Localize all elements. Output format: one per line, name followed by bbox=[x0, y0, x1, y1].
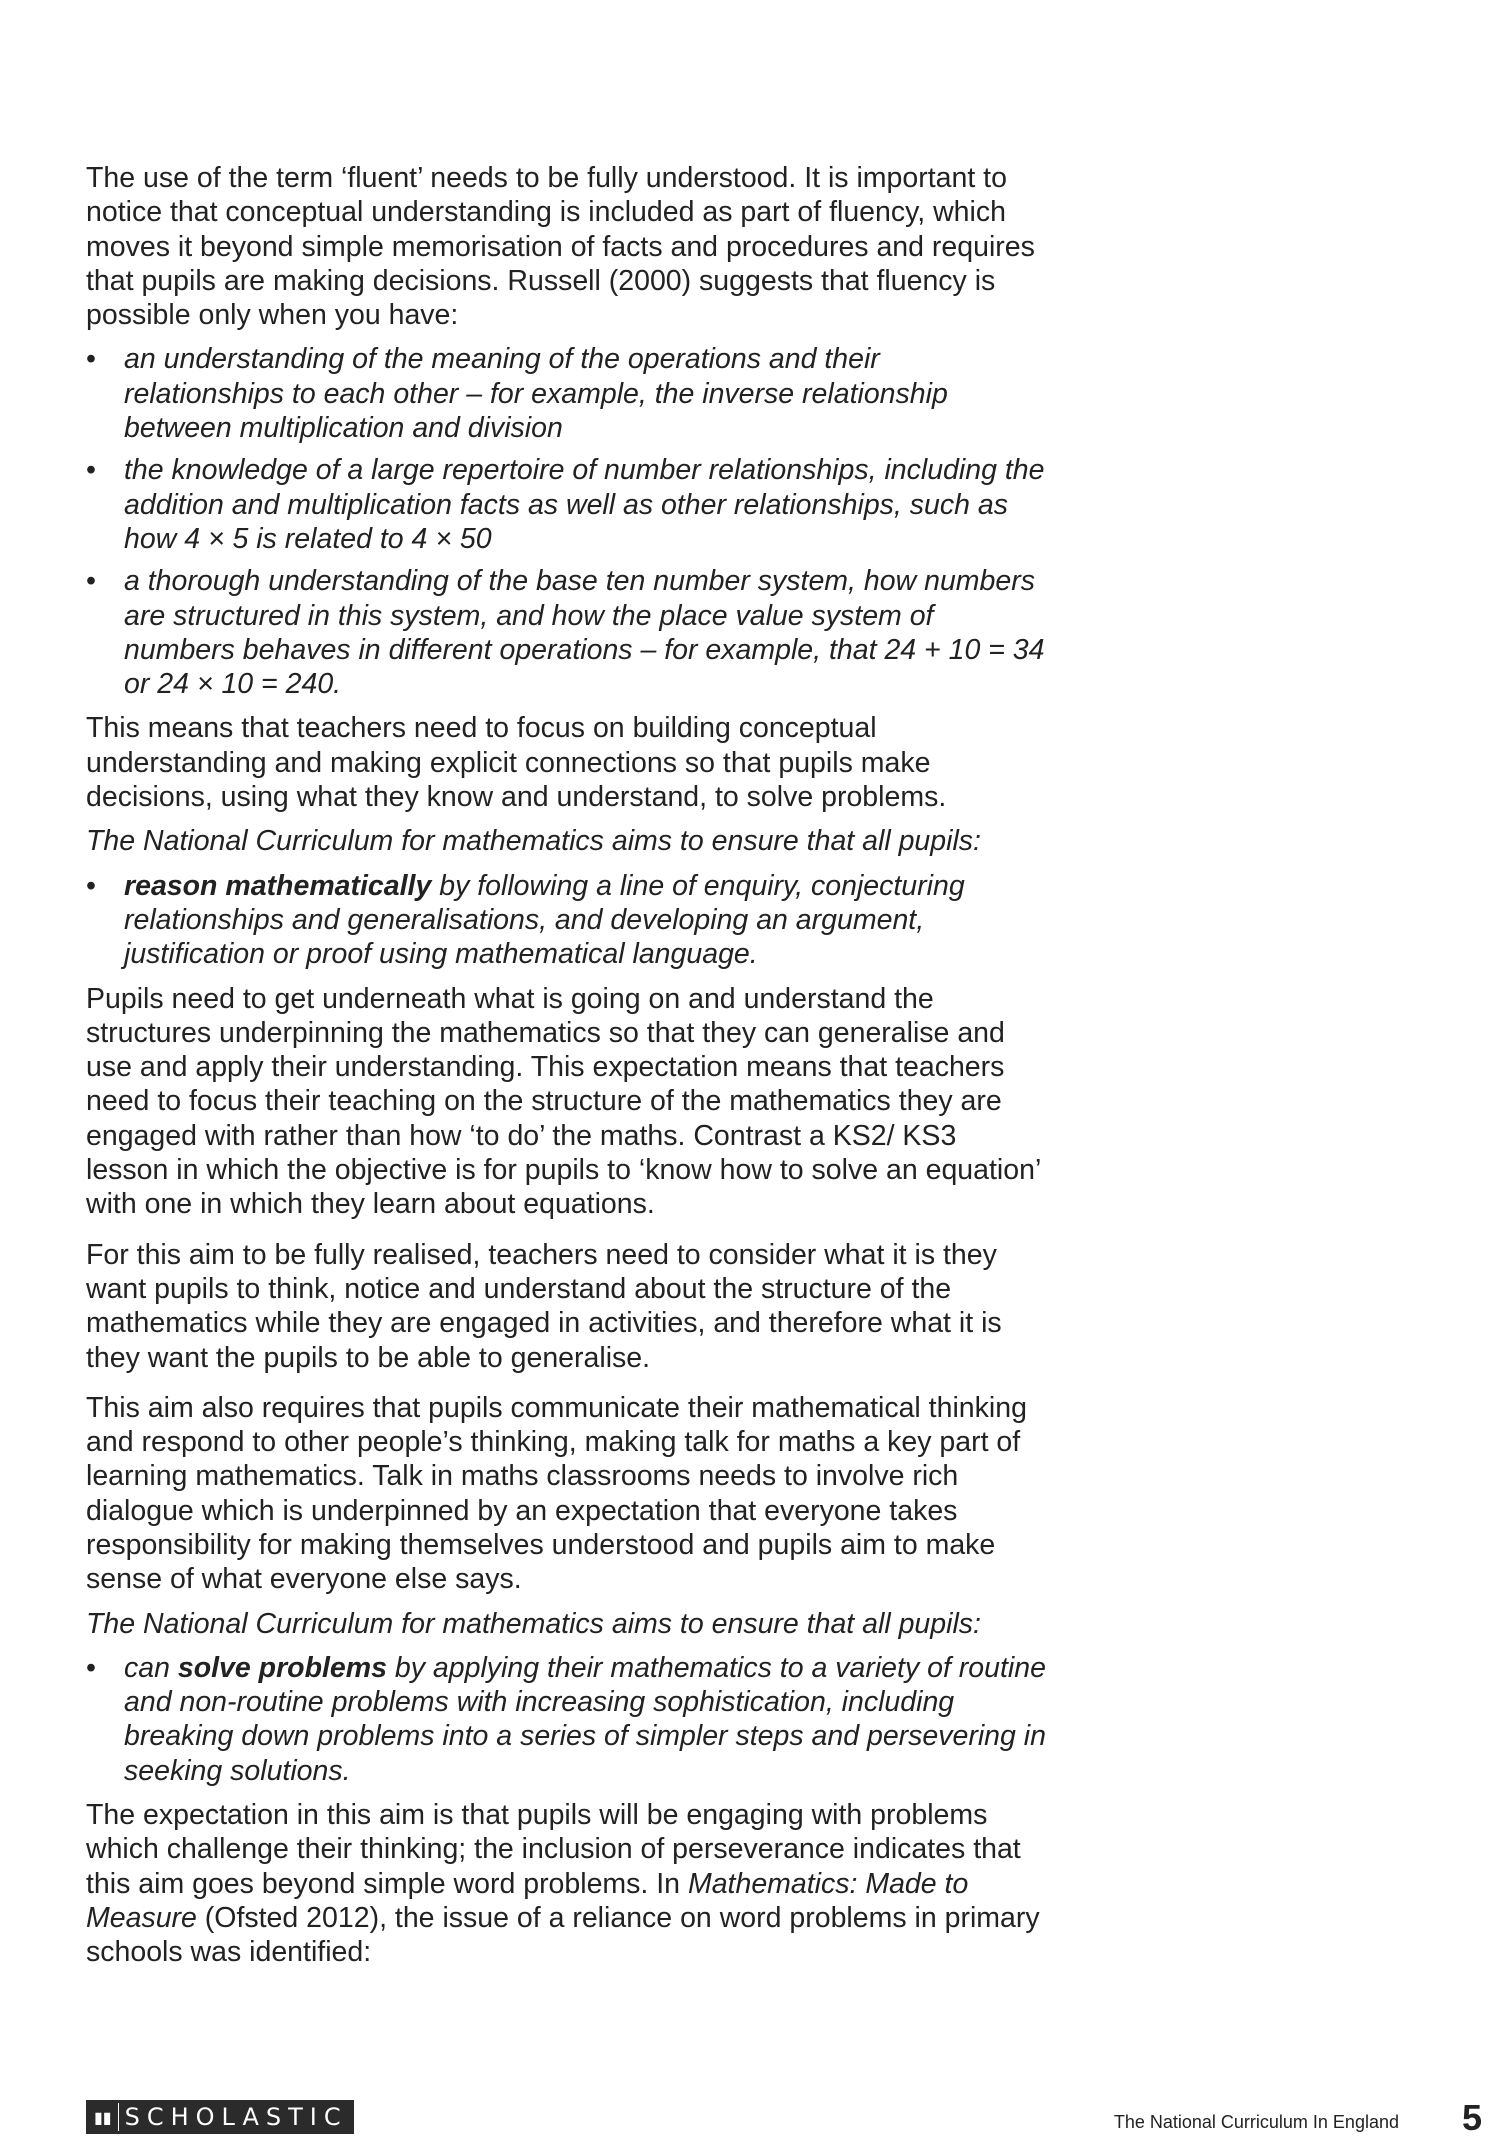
paragraph-communicate: This aim also requires that pupils communicate their mathematical thinking and respond to other people’s thinking, making talk for maths a key part of learning mathematics. Talk in maths classrooms needs to involve rich dialogue which is underpinned by an expectation that everyone takes responsibility for making themselves understood and pupils aim to make sense of what everyone else says. bbox=[86, 1391, 1027, 1596]
paragraph-aim-realised: For this aim to be fully realised, teachers need to consider what it is they want pupils to think, notice and understand about the structure of the mathematics while they are engaged in activities, and therefore what it is they want the pupils to be able to generalise. bbox=[86, 1238, 1002, 1374]
paragraph-fluent: The use of the term ‘fluent’ needs to be fully understood. It is important to notice that conceptual understanding is included as part of fluency, which moves it beyond simple memorisation of facts and procedures and requires that pupils are making decisions. Russell (2000) suggests that fluency is possible only when you have: bbox=[86, 162, 1035, 332]
list-item: • can solve problems by applying their mathematics to a variety of routine and non-routine problems with increasing sophistication, including breaking down problems into a series of simpler steps and persevering in seeking solutions. bbox=[86, 1651, 1046, 1787]
publication-title: Mathematics: Made to Measure bbox=[86, 1867, 969, 1934]
paragraph-structures: Pupils need to get underneath what is going on and understand the structures underpinning the mathematics so that they can generalise and use and apply their understanding. This expectation means that teachers need to focus their teaching on the structure of the mathematics they are engaged with rather than how ‘to do’ the maths. Contrast a KS2/ KS3 lesson in which the objective is for pupils to ‘know how to solve an equation’ with one in which they learn about equations. bbox=[86, 982, 1041, 1221]
list-item: • reason mathematically by following a line of enquiry, conjecturing relationships and generalisations, and developing an argument, justification or proof using mathematical language. bbox=[86, 869, 965, 971]
paragraph-conceptual: This means that teachers need to focus on building conceptual understanding and making explicit connections so that pupils make decisions, using what they know and understand, to solve problems. bbox=[86, 712, 947, 814]
paragraph-expectation: The expectation in this aim is that pupils will be engaging with problems which challenge their thinking; the inclusion of perseverance indicates that this aim goes beyond simple word problems. In Mathematics: Made to Measure (Ofsted 2012), the issue of a reliance on word problems in primary schools was identified: bbox=[86, 1799, 1040, 1969]
aim-intro: The National Curriculum for mathematics aims to ensure that all pupils: bbox=[86, 825, 981, 858]
aim-solve-list bbox=[86, 1651, 1046, 1788]
list-item: • the knowledge of a large repertoire of number relationships, including the addition and multiplication facts as well as other relationships, such as how 4 × 5 is related to 4 × 50 bbox=[86, 454, 1045, 555]
reason-mathematically-emphasis: reason mathematically bbox=[124, 869, 432, 902]
footer-title: The National Curriculum In England bbox=[1113, 2112, 1399, 2132]
fluency-list bbox=[86, 342, 1046, 701]
aim-reason-list bbox=[86, 869, 1046, 972]
scholastic-logo bbox=[86, 2100, 354, 2134]
page-body bbox=[86, 161, 1046, 1980]
logo-mark-icon: ▮▮ bbox=[94, 2107, 112, 2127]
aim-intro: The National Curriculum for mathematics aims to ensure that all pupils: bbox=[86, 1607, 981, 1640]
logo-wordmark: SCHOLASTIC bbox=[118, 2103, 348, 2131]
solve-problems-emphasis: solve problems bbox=[177, 1651, 387, 1684]
page-number: 5 bbox=[1461, 2097, 1482, 2138]
list-item: • an understanding of the meaning of the operations and their relationships to each other – for example, the inverse relationship between multiplication and division bbox=[86, 343, 948, 445]
list-item: • a thorough understanding of the base ten number system, how numbers are structured in this system, and how the place value system of numbers behaves in different operations – for example, that 24 + 10 = 34 or 24 × 10 = 240. bbox=[86, 565, 1045, 701]
